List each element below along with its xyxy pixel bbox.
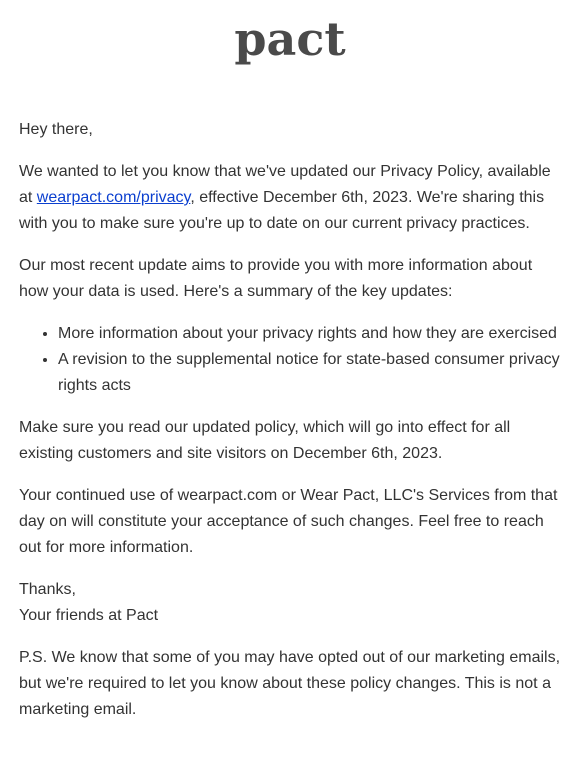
- postscript: P.S. We know that some of you may have opted out of our marketing emails, but we're required to let you know about these policy changes. This is not a marketing email.: [19, 649, 561, 718]
- list-item: • More information about your privacy rights and how they are exercised: [58, 321, 564, 347]
- intro-text-before: We wanted to let you know that we've updated our Privacy Policy, available at: [19, 163, 551, 206]
- signoff-signature: Your friends at Pact: [19, 607, 159, 624]
- intro-text-after: , effective December 6th, 2023. We're sharing this with you to make sure you're up to date on our current privacy practices.: [19, 189, 545, 232]
- intro-paragraph: [19, 159, 564, 237]
- signoff-thanks: Thanks,: [19, 581, 76, 598]
- summary-paragraph: Our most recent update aims to provide you with more information about how your data is used. Here's a summary of the key updates:: [19, 257, 533, 300]
- email-body: [19, 117, 564, 739]
- privacy-policy-link[interactable]: wearpact.com/privacy: [36, 189, 191, 206]
- pact-logo[interactable]: pact: [234, 12, 346, 66]
- signoff: [19, 577, 564, 629]
- acceptance-paragraph: Your continued use of wearpact.com or Wear Pact, LLC's Services from that day on will constitute your acceptance of such changes. Feel free to reach out for more information.: [19, 487, 558, 556]
- effective-date-paragraph: Make sure you read our updated policy, which will go into effect for all existing customers and site visitors on December 6th, 2023.: [19, 419, 511, 462]
- greeting: Hey there,: [19, 121, 93, 138]
- key-updates-list: [19, 321, 564, 399]
- list-item: • A revision to the supplemental notice for state-based consumer privacy rights acts: [58, 347, 564, 399]
